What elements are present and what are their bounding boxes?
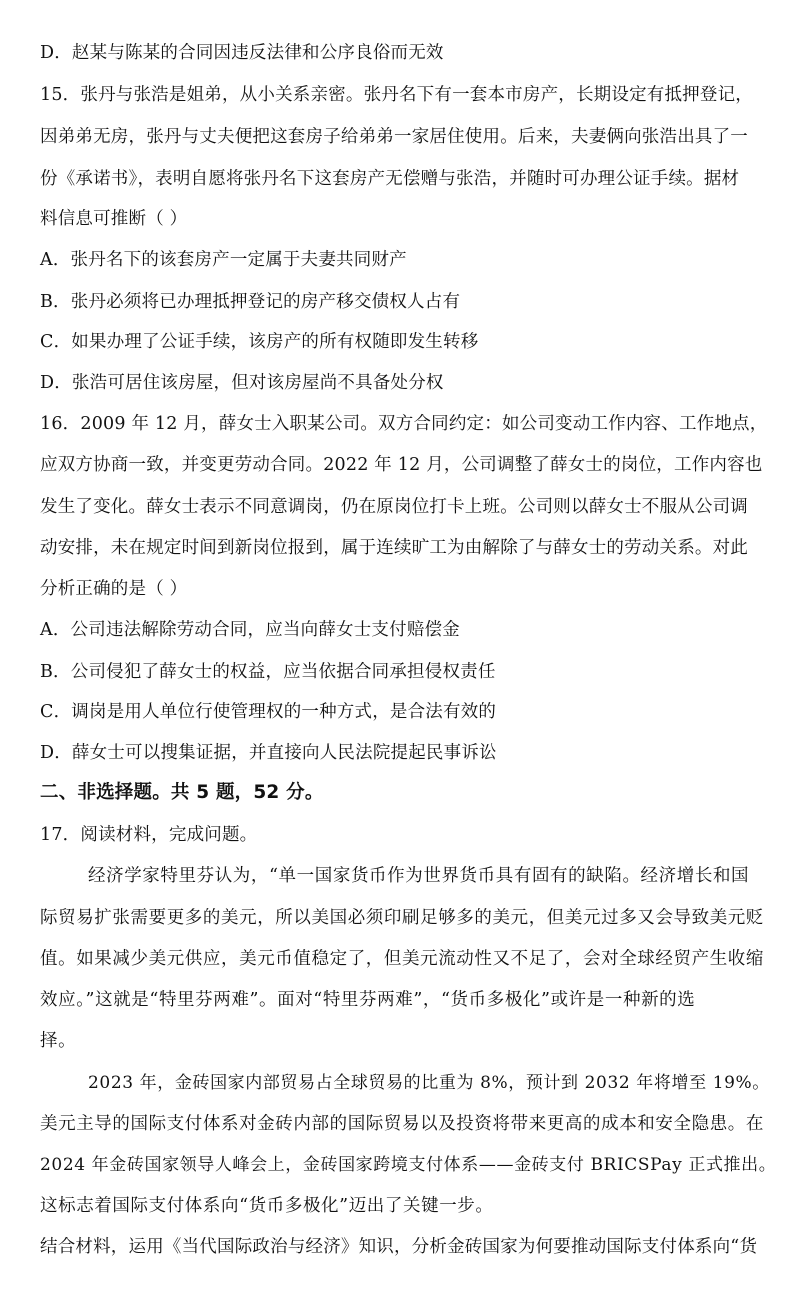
material-p1-line-5: 择。: [40, 1031, 77, 1051]
q15-stem-line-1: 15．张丹与张浩是姐弟，从小关系亲密。张丹名下有一套本市房产，长期设定有抵押登记，: [40, 85, 753, 105]
material-p1-line-3: 值。如果减少美元供应，美元币值稳定了，但美元流动性又不足了，会对全球经贸产生收缩: [40, 949, 764, 969]
q14-option-d: D．赵某与陈某的合同因违反法律和公序良俗而无效: [40, 43, 444, 63]
q16-option-b: B．公司侵犯了薛女士的权益，应当依据合同承担侵权责任: [40, 662, 496, 682]
q16-option-a: A．公司违法解除劳动合同，应当向薛女士支付赔偿金: [40, 620, 460, 640]
material-p1-line-2: 际贸易扩张需要更多的美元，所以美国必须印刷足够多的美元，但美元过多又会导致美元贬: [40, 908, 764, 928]
q15-option-d: D．张浩可居住该房屋，但对该房屋尚不具备处分权: [40, 373, 444, 393]
q16-stem-line-2: 应双方协商一致，并变更劳动合同。2022 年 12 月，公司调整了薛女士的岗位，工作内容也: [40, 455, 763, 475]
q15-stem-line-4: 料信息可推断（ ）: [40, 209, 188, 229]
material-p1-line-1: 经济学家特里芬认为，“单一国家货币作为世界货币具有固有的缺陷。经济增长和国: [88, 866, 750, 886]
q15-stem-line-2: 因弟弟无房，张丹与丈夫便把这套房子给弟弟一家居住使用。后来，夫妻俩向张浩出具了一: [40, 127, 748, 147]
q16-stem-line-4: 动安排，未在规定时间到新岗位报到，属于连续旷工为由解除了与薛女士的劳动关系。对此: [40, 538, 748, 558]
q16-option-c: C．调岗是用人单位行使管理权的一种方式，是合法有效的: [40, 702, 497, 722]
material-p1-line-4: 效应。”这就是“特里芬两难”。面对“特里芬两难”，“货币多极化”或许是一种新的选: [40, 990, 696, 1010]
q15-option-a: A．张丹名下的该套房产一定属于夫妻共同财产: [40, 250, 407, 270]
q15-option-b: B．张丹必须将已办理抵押登记的房产移交债权人占有: [40, 292, 461, 312]
q17-question: 结合材料，运用《当代国际政治与经济》知识，分析金砖国家为何要推动国际支付体系向“货: [40, 1237, 758, 1257]
material-p2-line-1: 2023 年，金砖国家内部贸易占全球贸易的比重为 8%，预计到 2032 年将增至 19%。: [88, 1073, 770, 1093]
q16-stem-line-5: 分析正确的是（ ）: [40, 579, 188, 599]
section-heading: 二、非选择题。共 5 题，52 分。: [40, 782, 324, 803]
q15-option-c: C．如果办理了公证手续，该房产的所有权随即发生转移: [40, 332, 479, 352]
material-p2-line-3: 2024 年金砖国家领导人峰会上，金砖国家跨境支付体系——金砖支付 BRICSPay 正式推出。: [40, 1155, 777, 1175]
q16-stem-line-3: 发生了变化。薛女士表示不同意调岗，仍在原岗位打卡上班。公司则以薛女士不服从公司调: [40, 497, 748, 517]
material-p2-line-4: 这标志着国际支付体系向“货币多极化”迈出了关键一步。: [40, 1196, 494, 1216]
q17-stem: 17．阅读材料，完成问题。: [40, 825, 258, 845]
q15-stem-line-3: 份《承诺书》，表明自愿将张丹名下这套房产无偿赠与张浩，并随时可办理公证手续。据材: [40, 169, 740, 189]
material-p2-line-2: 美元主导的国际支付体系对金砖内部的国际贸易以及投资将带来更高的成本和安全隐患。在: [40, 1114, 764, 1134]
q16-option-d: D．薛女士可以搜集证据，并直接向人民法院提起民事诉讼: [40, 743, 497, 763]
q16-stem-line-1: 16．2009 年 12 月，薛女士入职某公司。双方合同约定：如公司变动工作内容、工作地点，: [40, 414, 768, 434]
